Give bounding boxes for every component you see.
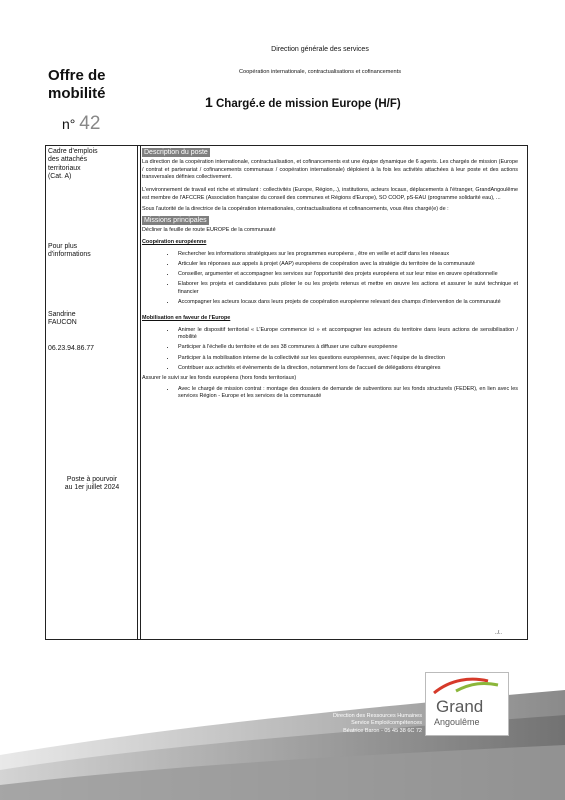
grand-angouleme-logo <box>425 672 509 736</box>
footer-line: Direction des Ressources Humaines <box>333 713 422 719</box>
offer-label <box>48 67 106 103</box>
contact-name <box>48 311 77 328</box>
cooperation-list <box>142 251 518 307</box>
job-title <box>205 94 401 110</box>
list-item: • Articuler les réponses aux appels à projet (AAP) européens de coopération avec la stratégie du territoire de la communauté <box>176 261 518 269</box>
logo-text-angouleme: Angoulême <box>434 717 480 727</box>
info-label <box>48 243 91 260</box>
footer-line: Béatrice Baron - 05 45 38 6C 72 <box>343 727 422 734</box>
subsection-cooperation: Coopération européenne <box>142 238 207 245</box>
header-subdirection: Coopération internationale, contractualisations et cofinancements <box>238 69 401 75</box>
logo-text-grand: Grand <box>436 697 484 716</box>
cadre-emplois <box>48 148 98 182</box>
logo-swoosh-icon <box>426 673 508 697</box>
list-item: • Conseiller, argumenter et accompagner les services sur l'opportunité des projets européens et sur leur mise en œuvre opérationnelle <box>176 271 518 279</box>
list-item: • Participer à la mobilisation interne de la collectivité sur les questions européennes, avec l'équipe de la direction <box>176 355 518 363</box>
info-line: Pour plus <box>48 243 78 250</box>
description-paragraph: L'environnement de travail est riche et stimulant : collectivités (Europe, Région,..), institutions, acteurs locaux, déplacements à l'étranger, GrandAngoulême est membre de l'AFCCRE (Association française du conseil des communes et Régions d'Europe), SO COOP, pS-EAU (programme solidarité eau), ... <box>142 187 518 201</box>
list-item: • Avec le chargé de mission contrat : montage des dossiers de demande de subventions sur les fonds structurels (FEDER), en lien avec les services Région - Europe et les services de la communauté <box>176 386 518 401</box>
description-paragraph: La direction de la coopération internationale, contractualisation, et cofinancements est une équipe dynamique de 6 agents. Les chargés de mission (Europe / contrat et partenariat / cofinancements communaux / coopération internationale) déploient à la fois les activités attachées à leur poste et des actions transversales définies collectivement. <box>142 159 518 181</box>
start-line: Poste à pourvoir <box>66 476 118 483</box>
contact-first-name: Sandrine <box>48 311 76 318</box>
start-date <box>46 476 138 493</box>
description-heading: Description du poste <box>144 149 208 156</box>
list-item: • Elaborer les projets et candidatures puis piloter le ou les projets retenus et mettre en œuvre les actions et assurer le suivi technique et financier <box>176 281 518 296</box>
job-title-text: Chargé.e de mission Europe (H/F) <box>216 98 401 110</box>
cadre-line: (Cat. A) <box>48 173 72 181</box>
offer-label-line1: Offre de <box>48 67 106 84</box>
description-paragraph: Sous l'autorité de la directrice de la coopération internationales, contractualisations et cofinancements, vous êtes chargé(e) de : <box>142 205 449 212</box>
list-item: • Rechercher les informations stratégiques sur les programmes européens , être en veille et actif dans les réseaux <box>176 251 518 259</box>
funds-list <box>142 386 518 401</box>
offer-number-value: 42 <box>79 113 101 134</box>
column-divider-inner <box>140 145 141 640</box>
list-item: • Animer le dispositif territorial « L'Europe commence ici » et accompagner les acteurs du territoire dans leurs actions de sensibilisation / mobilité <box>176 327 518 342</box>
contact-last-name: FAUCON <box>48 319 77 327</box>
offer-number-prefix: n° <box>62 116 76 132</box>
offer-number <box>62 113 100 135</box>
funds-intro: Assurer le suivi sur les fonds européens (hors fonds territoriaux) <box>142 375 297 382</box>
column-divider <box>137 145 138 640</box>
mobilisation-list <box>142 327 518 373</box>
cadre-line: territoriaux <box>48 164 81 172</box>
main-content <box>142 148 518 404</box>
footer-contact <box>280 713 422 735</box>
contact-phone: 06.23.94.86.77 <box>48 345 94 352</box>
missions-intro: Décliner la feuille de route EUROPE de la communauté <box>142 227 276 234</box>
subsection-mobilisation: Mobilisation en faveur de l'Europe <box>142 314 231 321</box>
list-item: • Contribuer aux activités et évènements de la direction, notamment lors de l'accueil de délégations étrangères <box>176 365 518 373</box>
job-count: 1 <box>205 94 213 110</box>
footer-line: Service Emploi/compétences <box>351 720 422 727</box>
list-item: • Participer à l'échelle du territoire et de ses 38 communes à diffuser une culture européenne <box>176 344 518 352</box>
cadre-line: des attachés <box>48 156 88 164</box>
start-line: au 1er juillet 2024 <box>64 484 120 492</box>
list-item: • Accompagner les acteurs locaux dans leurs projets de coopération européenne relevant des champs d'intervention de la communauté <box>176 299 518 307</box>
missions-heading: Missions principales <box>144 217 207 225</box>
offer-label-line2: mobilité <box>48 85 106 102</box>
info-line: d'informations <box>48 251 91 259</box>
page-continuation-mark: ../.. <box>495 630 502 636</box>
header-direction: Direction générale des services <box>271 46 369 53</box>
cadre-line: Cadre d'emplois <box>48 148 98 155</box>
